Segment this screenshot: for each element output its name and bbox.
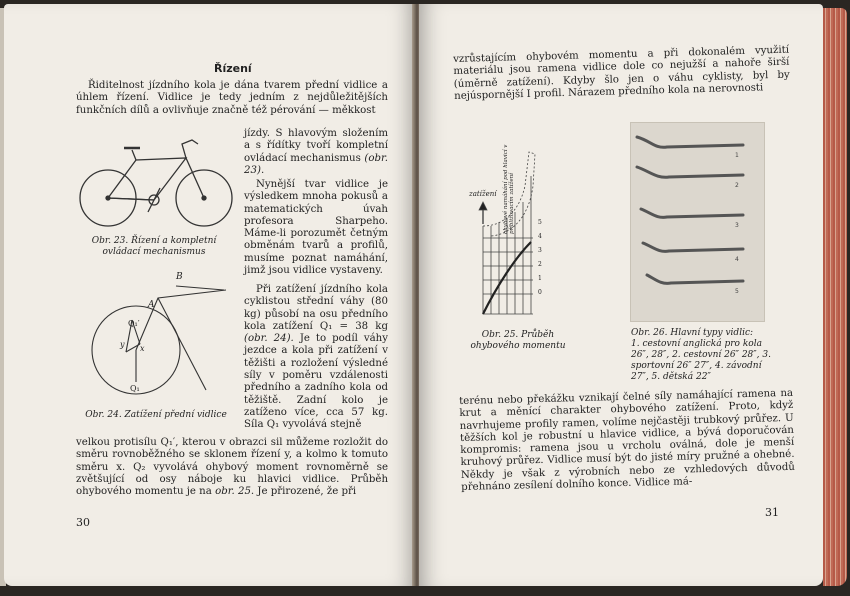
figure-25-caption: Obr. 25. Průběh ohybového momentu [470, 330, 566, 351]
left-page [4, 4, 415, 586]
chapter-title: Řízení [214, 62, 252, 75]
fig24-label-y: y [120, 340, 125, 349]
figure-24-reference: (obr. 24). [244, 333, 294, 345]
paragraph-3-end: Je přirozené, že při [257, 486, 357, 498]
paragraph-1-text: Řiditelnost jízdního kola je dána tvarem přední vidlice a úhlem řízení. Vidlice je tedy jedním z nejdůležitějších funkčních dílů a ovlivňuje značně též pérování — měkkost [76, 80, 388, 116]
fig24-label-x: x [140, 344, 145, 353]
figure-23-caption: Obr. 23. Řízení a kompletní ovládací mechanismus [91, 236, 217, 257]
fig25-tick-2: 2 [538, 261, 542, 268]
page-edges [823, 8, 847, 586]
figure-26-caption-title: Obr. 26. Hlavní typy vidlic: [631, 328, 754, 338]
bicycle-figure [74, 132, 238, 232]
fig25-tick-5: 5 [538, 219, 542, 226]
bending-moment-graph [463, 146, 583, 320]
fig25-tick-4: 4 [538, 233, 542, 240]
right-paragraph-bottom: terénu nebo překážku vznikají čelné síly namáhající ramena na krut a měnící charakter ohybového zatížení. Proto, když navrhujeme profily ramen, volíme nejčastěji trubkový průřez. U těžších kol je robustní u hlavice vidlice, a bývá doporučován kompromis: ramena jsou u vrcholu oválná, dole je menší kruhový průřez. Vidlice musí být do jisté míry pružné a ohebné. Někdy je však z výrobních nebo ze vzhledových důvodů přehnáno zesílení dolního konce. Vidlice má- [459, 387, 795, 494]
fig25-vertical-label: ohybové namáhání pod hlavicí v přibližovacím zatížení [503, 144, 515, 234]
fig24-label-q1: Q₁ [130, 384, 140, 393]
paragraph-2-text: Nynější tvar vidlice je výsledkem mnoha pokusů a matematických úvah profesora Sharpeho. Máme-li porozumět četným obměnám tvarů a profilů, musíme poznat namáhání, jimž jsou vidlice vystaveny. [244, 179, 388, 277]
fig25-tick-3: 3 [538, 247, 542, 254]
figure-25-reference: obr. 25. [215, 486, 255, 498]
paragraph-3 [244, 284, 388, 432]
fork-number-1: 1 [735, 152, 739, 159]
fork-drawings [631, 123, 764, 321]
figure-26-caption [631, 328, 777, 383]
page-number-right: 31 [765, 506, 779, 519]
fig25-tick-1: 1 [538, 275, 542, 282]
right-paragraph-top: vzrůstajícím ohybovém momentu a při dokonalém využití materiálu jsou ramena vidlice dole co nejužší a nahoře širší (úměrně zatížení). Kdyby šlo jen o váhu cyklisty, byl by nejúspornější I profil. Nárazem předního kola na nerovnosti [453, 44, 790, 102]
fork-types-photo [630, 122, 765, 322]
paragraph-3-full-text: velkou protisílu Q₁′, kterou v obrazci sil můžeme rozložit do směru rovnoběžného se sklonem řízení y, a kolmo k tomuto směru x. Q₂ vyvolává ohybový moment rovnoměrně se zvětšující od osy náboje ku hlavici vidlice. Průběh ohybového momentu je na [76, 437, 388, 498]
paragraph-1-right-text: jízdy. S hlavovým složením a s řídítky tvoří kompletní ovládací mechanismus [244, 128, 388, 164]
fig24-label-b: B [176, 272, 183, 282]
paragraph-3-full-width [76, 437, 388, 498]
paragraph-1-continued [244, 128, 388, 177]
fork-number-4: 4 [735, 256, 739, 263]
figure-24-caption: Obr. 24. Zatížení přední vidlice [85, 410, 227, 420]
fig24-label-a: A [148, 300, 155, 310]
paragraph-1 [76, 80, 388, 117]
fork-number-2: 2 [735, 182, 739, 189]
paragraph-3-start: Při zatížení jízdního kola cyklistou střední váhy (80 kg) působí na osu předního kola zatížení Q₁ = 38 kg [244, 284, 388, 332]
fig25-tick-labels [538, 216, 546, 300]
right-page [419, 4, 823, 586]
figure-26-caption-body: 1. cestovní anglická pro kola 26″, 28″, 2. cestovní 26″ 28″, 3. sportovní 26″ 27″, 4. závodní 27″, 5. dětská 22″ [631, 339, 771, 382]
fork-number-3: 3 [735, 222, 739, 229]
fork-number-5: 5 [735, 288, 739, 295]
force-diagram-figure [76, 270, 236, 400]
fig24-label-q1p: Q₁′ [128, 319, 140, 328]
paragraph-3-cont: Je to podíl váhy jezdce a kola při zatížení v těžišti a rozložení výsledné síly v poměru vzdálenosti předního a zadního kola od těžiště. Zadní kolo je zatíženo více, cca 57 kg. Síla Q₁ vyvolává stejně [244, 333, 388, 431]
page-number-left: 30 [76, 516, 90, 529]
paragraph-2 [244, 179, 388, 277]
fig25-tick-0: 0 [538, 289, 542, 296]
figure-23-reference: (obr. 23). [244, 152, 388, 176]
fig25-label: zatížení [469, 190, 497, 198]
